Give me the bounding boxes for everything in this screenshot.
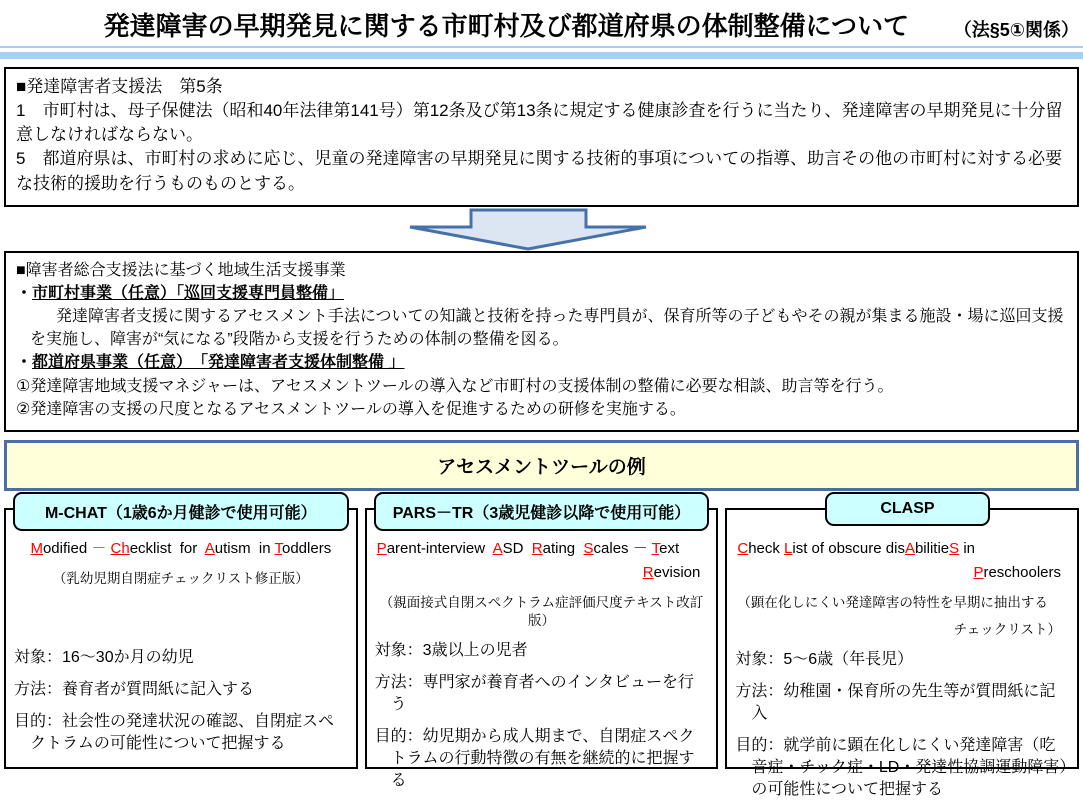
tool-japanese-name: （親面接式自閉スペクトラム症評価尺度テキスト改訂版） (379, 595, 704, 628)
municipal-program-label: 市町村事業（任意）「巡回支援専門員整備」 (32, 284, 345, 302)
tool-english-name (375, 563, 709, 583)
tool-detail-row: 目的：幼児期から成人期まで、自閉症スペクトラムの行動特徴の有無を継続的に把握する (374, 727, 695, 789)
name-text: ating (542, 539, 584, 557)
tool-detail-row: 方法：養育者が質問紙に記入する (14, 680, 255, 698)
acronym-letter: Ch (110, 539, 130, 557)
acronym-letter: P (973, 564, 984, 582)
tool-detail-row: 方法：幼稚園・保育所の先生等が質問紙に記入 (735, 682, 1056, 722)
down-arrow-icon (0, 208, 1083, 251)
law-box-heading: ■発達障害者支援法 第5条 (16, 77, 223, 96)
tool-english-name (375, 539, 709, 559)
name-text: SD (502, 539, 532, 557)
tool-detail-row: 対象：5～6歳（年長児） (735, 650, 914, 668)
tool-english-name (735, 539, 1069, 559)
prefectural-items (16, 375, 1067, 421)
law-item: 5 都道府県は、市町村の求めに応じ、児童の発達障害の早期発見に関する技術的事項についての指導、助言その他の市町村に対する必要な技術的援助を行うものものとする。 (16, 149, 1063, 193)
name-text: cales － (593, 539, 652, 557)
tool-detail-row: 方法：専門家が養育者へのインタビューを行う (374, 673, 695, 713)
prefectural-program-line (16, 351, 1067, 374)
acronym-letter: T (274, 539, 282, 557)
tool-japanese-name: （顕在化しにくい発達障害の特性を早期に抽出する (737, 595, 1048, 611)
title-row (0, 0, 1083, 43)
tool-details (375, 630, 709, 792)
name-text: － (91, 539, 107, 557)
municipal-program-line (16, 282, 1067, 305)
acronym-letter: S (583, 539, 594, 557)
tool-details (14, 637, 348, 755)
divider-thick (0, 52, 1083, 59)
acronym-letter: S (949, 539, 960, 557)
name-text: in (959, 539, 976, 557)
tool-detail-row: 目的：就学前に顕在化しにくい発達障害（吃音症・チック症・LD・発達性協調運動障害）の可能性について把握する (735, 736, 1068, 798)
name-text: evision (653, 564, 701, 582)
prefectural-item: ②発達障害の支援の尺度となるアセスメントツールの導入を促進するための研修を実施する。 (16, 400, 686, 418)
name-text: ecklist for (129, 539, 205, 557)
law-box-items (16, 99, 1067, 196)
law-item: 1 市町村は、母子保健法（昭和40年法律第141号）第12条及び第13条に規定する健康診査を行うに当たり、発達障害の早期発見に十分留意しなければならない。 (16, 101, 1063, 145)
tool-japanese-name: （乳幼児期自閉症チェックリスト修正版） (52, 571, 309, 587)
acronym-letter: A (904, 539, 915, 557)
acronym-letter: P (376, 539, 387, 557)
page-title: 発達障害の早期発見に関する市町村及び都道府県の体制整備について (103, 11, 910, 41)
tool-card-header: PARS－TR（3歳児健診以降で使用可能） (374, 492, 710, 531)
support-program-box (4, 251, 1079, 432)
name-text: bilitie (914, 539, 950, 557)
prefectural-program-label: 都道府県事業（任意） 「発達障害者支援体制整備 」 (32, 354, 405, 372)
tool-card-header: M-CHAT（1歳6か月健診で使用可能） (13, 492, 349, 531)
tool-card (725, 499, 1079, 798)
acronym-letter: C (737, 539, 749, 557)
acronym-letter: R (531, 539, 543, 557)
name-text: arent-interview (386, 539, 493, 557)
law-article-box (4, 67, 1079, 207)
law-reference: （法§5①関係） (953, 20, 1079, 40)
prefectural-item: ①発達障害地域支援マネジャーは、アセスメントツールの導入など市町村の支援体制の整備に必要な相談、助言等を行う。 (16, 377, 894, 395)
name-text: ext (659, 539, 680, 557)
assessment-tools-banner: アセスメントツールの例 (4, 440, 1079, 491)
acronym-letter: L (784, 539, 793, 557)
tool-detail-row: 目的：社会性の発達状況の確認、自閉症スペクトラムの可能性について把握する (14, 712, 335, 752)
program-box-heading: ■障害者総合支援法に基づく地域生活支援事業 (16, 261, 346, 279)
acronym-letter: M (30, 539, 43, 557)
prefectural-bullet: ・ (16, 354, 33, 372)
tool-english-name (735, 563, 1069, 583)
municipal-bullet: ・ (16, 284, 33, 302)
tools-row (4, 499, 1079, 798)
acronym-letter: R (642, 564, 654, 582)
tool-card (365, 504, 719, 789)
name-text: reschoolers (983, 564, 1062, 582)
name-text: oddlers (282, 539, 332, 557)
tool-card-header: CLASP (825, 492, 989, 526)
tool-detail-row: 対象：3歳以上の児者 (374, 641, 528, 659)
acronym-letter: A (204, 539, 215, 557)
tool-card (4, 504, 358, 769)
name-text: ist of obscure dis (792, 539, 905, 557)
name-text: heck (748, 539, 785, 557)
acronym-letter: A (492, 539, 503, 557)
tool-japanese-name: チェックリスト） (953, 621, 1062, 637)
tool-english-name (14, 539, 348, 559)
divider-thin (0, 46, 1083, 48)
name-text: odified (42, 539, 92, 557)
tool-details (735, 639, 1069, 801)
acronym-letter: T (651, 539, 660, 557)
name-text: utism in (214, 539, 275, 557)
tool-detail-row: 対象：16～30か月の幼児 (14, 648, 194, 666)
municipal-program-desc: 発達障害者支援に関するアセスメント手法についての知識と技術を持った専門員が、保育所等の子どもやその親が集まる施設・場に巡回支援を実施し、障害が“気になる”段階から支援を行うための体制の整備を図る。 (30, 308, 1064, 349)
